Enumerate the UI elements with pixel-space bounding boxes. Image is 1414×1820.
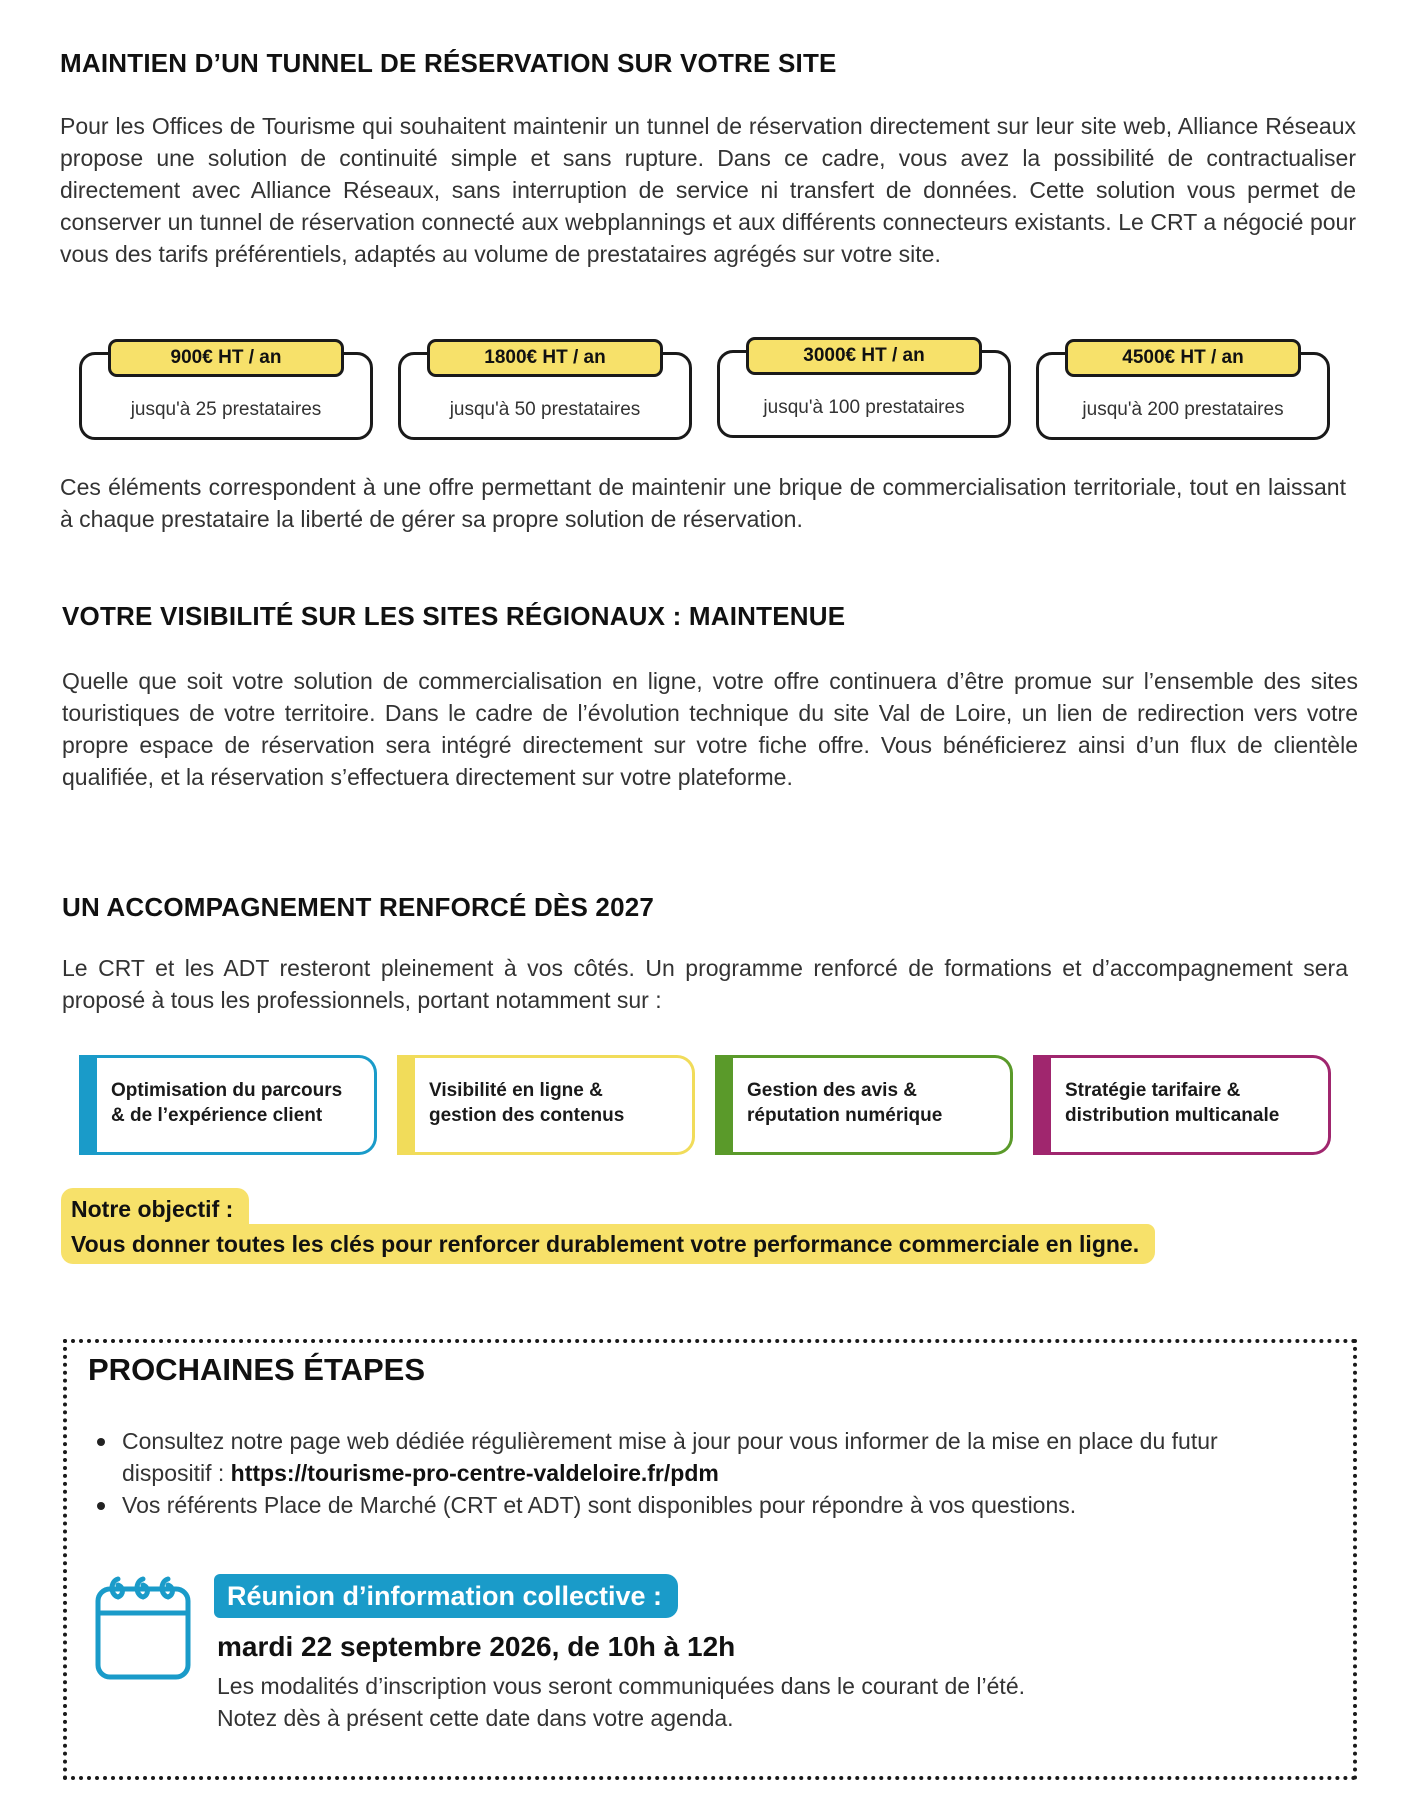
- meeting-note: Les modalités d’inscription vous seront communiquées dans le courant de l’été.: [217, 1673, 1025, 1699]
- section-title-tunnel: MAINTIEN D’UN TUNNEL DE RÉSERVATION SUR VOTRE SITE: [60, 48, 837, 78]
- meeting-note: Notez dès à présent cette date dans votre agenda.: [217, 1705, 734, 1731]
- pdm-link[interactable]: https://tourisme-pro-centre-valdeloire.fr/pdm: [230, 1460, 719, 1486]
- calendar-icon: [92, 1573, 196, 1685]
- bullet-text: Consultez notre page web dédiée régulièrement mise à jour pour vous informer de la mise en place du futur dispositif :: [122, 1428, 1218, 1486]
- meeting-label-badge: Réunion d’information collective :: [214, 1574, 678, 1618]
- objective-label: Notre objectif :: [61, 1188, 249, 1230]
- list-item: [95, 1425, 1245, 1489]
- price-tag: 1800€ HT / an: [427, 339, 663, 377]
- pricing-card: [717, 345, 1011, 438]
- support-paragraph: Le CRT et les ADT resteront pleinement à vos côtés. Un programme renforcé de formations et d’accompagnement sera proposé à tous les professionnels, portant notamment sur :: [62, 955, 1348, 1013]
- section-title-support: UN ACCOMPAGNEMENT RENFORCÉ DÈS 2027: [62, 892, 655, 922]
- next-steps-title: PROCHAINES ÉTAPES: [88, 1352, 426, 1387]
- objective-text: Vous donner toutes les clés pour renforcer durablement votre performance commerciale en ligne.: [61, 1224, 1155, 1264]
- topic-line: Optimisation du parcours: [111, 1080, 343, 1101]
- topic-card-online-visibility: [397, 1055, 695, 1155]
- price-tag: 4500€ HT / an: [1065, 339, 1301, 377]
- price-tag: 3000€ HT / an: [746, 337, 982, 375]
- topic-line: Visibilité en ligne &: [429, 1080, 603, 1101]
- price-label: jusqu'à 200 prestataires: [1082, 399, 1284, 420]
- topic-line: Stratégie tarifaire &: [1065, 1080, 1241, 1101]
- list-item: [95, 1489, 1245, 1521]
- topic-line: & de l’expérience client: [111, 1105, 323, 1126]
- tunnel-outro-paragraph: Ces éléments correspondent à une offre permettant de maintenir une brique de commercialisation territoriale, tout en laissant à chaque prestataire la liberté de gérer sa propre solution de réservation.: [60, 474, 1346, 532]
- price-label: jusqu'à 25 prestataires: [130, 399, 322, 420]
- section-title-visibility: VOTRE VISIBILITÉ SUR LES SITES RÉGIONAUX : MAINTENUE: [62, 601, 846, 631]
- bullet-text: Vos référents Place de Marché (CRT et ADT) sont disponibles pour répondre à vos questions.: [122, 1492, 1077, 1518]
- topic-line: réputation numérique: [747, 1105, 943, 1126]
- topic-card-reviews: [715, 1055, 1013, 1155]
- topic-card-customer-journey: [79, 1055, 377, 1155]
- pricing-card: [398, 347, 692, 440]
- price-label: jusqu'à 100 prestataires: [763, 397, 965, 418]
- meeting-date: mardi 22 septembre 2026, de 10h à 12h: [217, 1631, 736, 1662]
- topic-line: Gestion des avis &: [747, 1080, 918, 1101]
- visibility-paragraph: Quelle que soit votre solution de commercialisation en ligne, votre offre continuera d’être promue sur l’ensemble des sites touristiques de votre territoire. Dans le cadre de l’évolution technique du site Val de Loire, un lien de redirection vers votre propre espace de réservation sera intégré directement sur votre fiche offre. Vous bénéficierez ainsi d’un flux de clientèle qualifiée, et la réservation s’effectuera directement sur votre plateforme.: [62, 668, 1358, 790]
- tunnel-intro-paragraph: Pour les Offices de Tourisme qui souhaitent maintenir un tunnel de réservation directement sur leur site web, Alliance Réseaux propose une solution de continuité simple et sans rupture. Dans ce cadre, vous avez la possibilité de contractualiser directement avec Alliance Réseaux, sans interruption de service ni transfert de données. Cette solution vous permet de conserver un tunnel de réservation connecté aux webplannings et aux différents connecteurs existants. Le CRT a négocié pour vous des tarifs préférentiels, adaptés au volume de prestataires agrégés sur votre site.: [60, 113, 1356, 267]
- pricing-card: [1036, 347, 1330, 440]
- price-tag: 900€ HT / an: [108, 339, 344, 377]
- price-label: jusqu'à 50 prestataires: [449, 399, 641, 420]
- topic-line: gestion des contenus: [429, 1105, 625, 1126]
- next-steps-list: [95, 1425, 1245, 1521]
- topic-line: distribution multicanale: [1065, 1105, 1280, 1126]
- topic-card-pricing-strategy: [1033, 1055, 1331, 1155]
- pricing-card: [79, 347, 373, 440]
